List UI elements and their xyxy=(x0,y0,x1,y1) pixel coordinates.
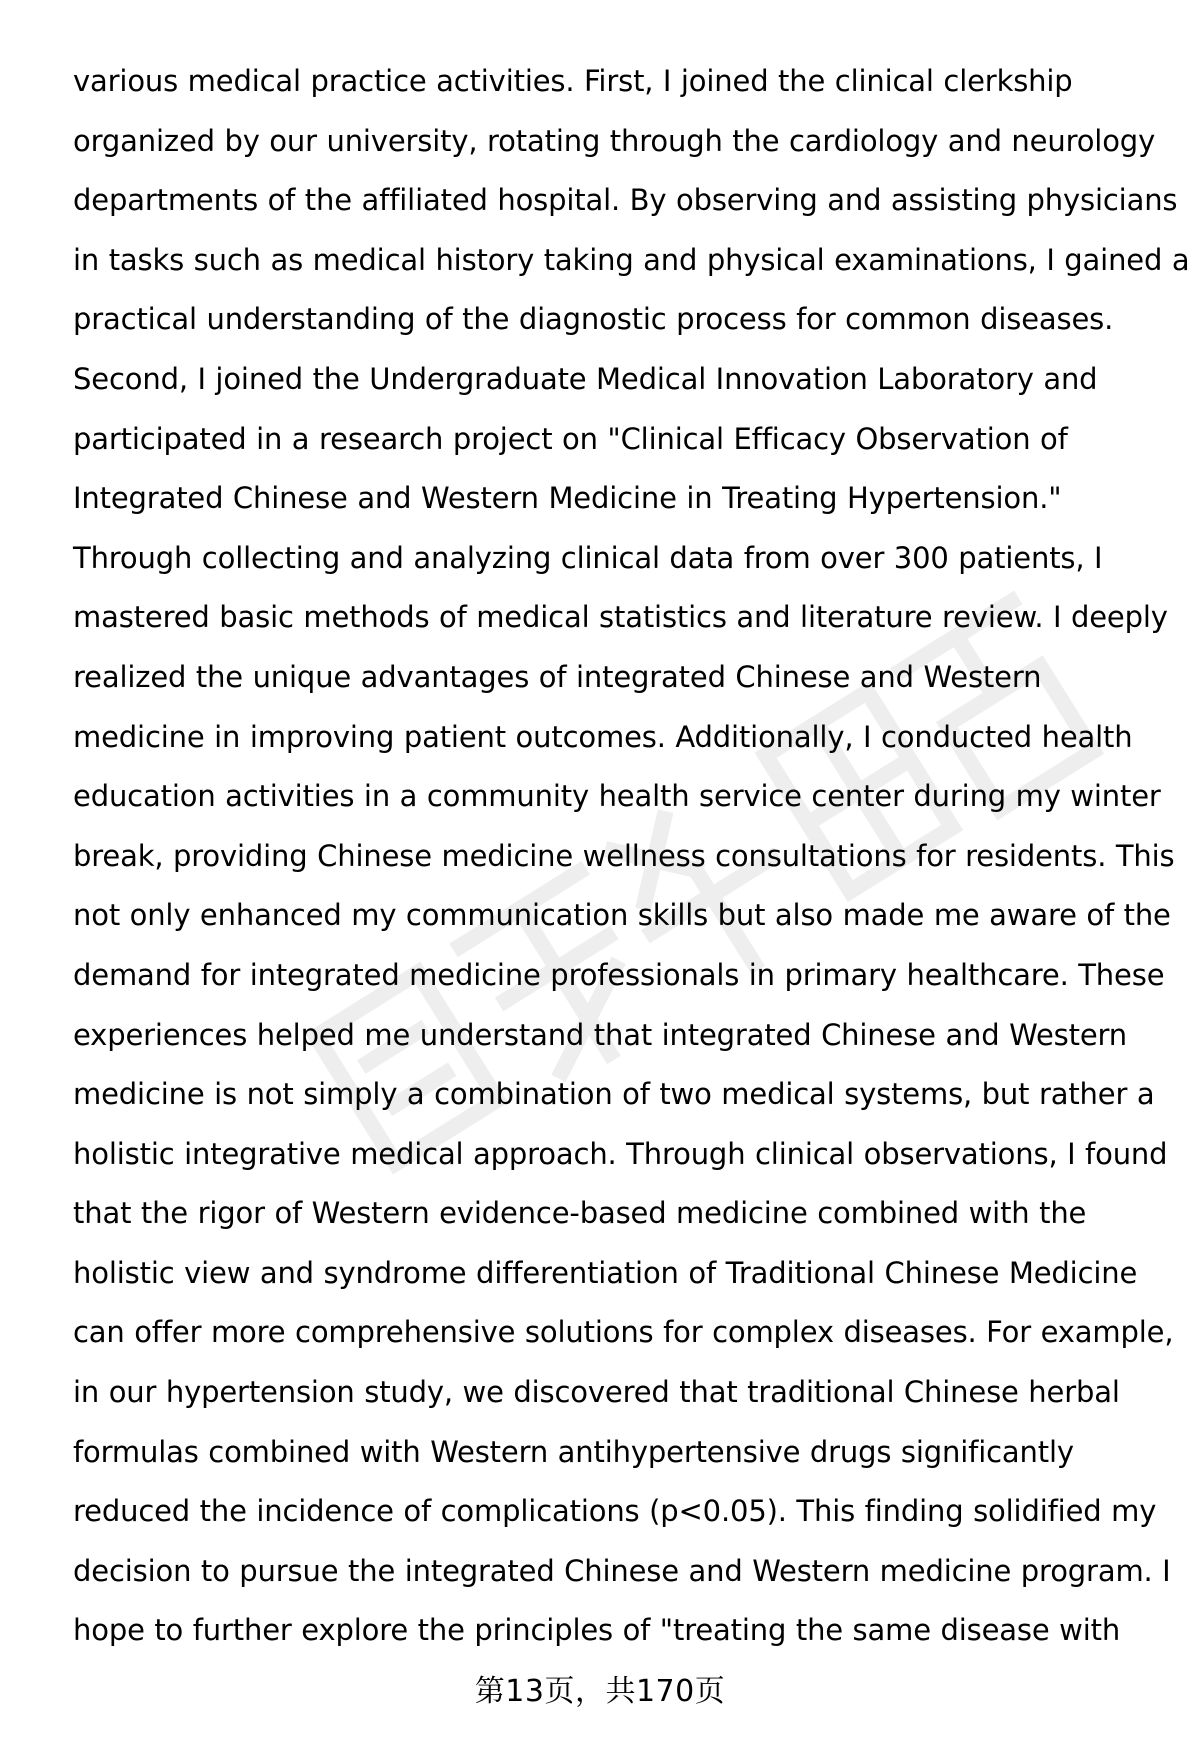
text-line: practical understanding of the diagnostic process for common diseases. xyxy=(73,302,1114,337)
body-text xyxy=(73,52,1190,1661)
text-line: demand for integrated medicine professionals in primary healthcare. These xyxy=(73,957,1165,992)
text-line: holistic view and syndrome differentiation of Traditional Chinese Medicine xyxy=(73,1255,1138,1290)
text-line: participated in a research project on "Clinical Efficacy Observation of xyxy=(73,421,1068,456)
text-line: Second, I joined the Undergraduate Medical Innovation Laboratory and xyxy=(73,361,1098,396)
text-line: Integrated Chinese and Western Medicine in Treating Hypertension." xyxy=(73,481,1062,516)
text-line: in our hypertension study, we discovered that traditional Chinese herbal xyxy=(73,1375,1120,1410)
text-line: organized by our university, rotating through the cardiology and neurology xyxy=(73,123,1156,158)
text-line: medicine is not simply a combination of two medical systems, but rather a xyxy=(73,1077,1155,1112)
text-line: in tasks such as medical history taking and physical examinations, I gained a xyxy=(73,242,1190,277)
text-line: experiences helped me understand that integrated Chinese and Western xyxy=(73,1017,1127,1052)
text-line: medicine in improving patient outcomes. Additionally, I conducted health xyxy=(73,719,1133,754)
text-line: realized the unique advantages of integrated Chinese and Western xyxy=(73,659,1042,694)
page-footer: 第13页，共170页 xyxy=(474,1674,726,1709)
text-line: various medical practice activities. First, I joined the clinical clerkship xyxy=(73,64,1073,98)
text-line: hope to further explore the principles of "treating the same disease with xyxy=(73,1613,1121,1648)
text-line: not only enhanced my communication skills but also made me aware of the xyxy=(73,898,1171,933)
text-line: break, providing Chinese medicine wellness consultations for residents. This xyxy=(73,838,1175,873)
text-line: can offer more comprehensive solutions for complex diseases. For example, xyxy=(73,1315,1174,1350)
text-line: education activities in a community health service center during my winter xyxy=(73,779,1161,814)
text-line: decision to pursue the integrated Chinese and Western medicine program. I xyxy=(73,1553,1171,1588)
text-line: departments of the affiliated hospital. By observing and assisting physicians xyxy=(73,183,1178,218)
text-line: holistic integrative medical approach. Through clinical observations, I found xyxy=(73,1136,1168,1171)
text-line: that the rigor of Western evidence-based medicine combined with the xyxy=(73,1196,1087,1231)
text-line: reduced the incidence of complications (p<0.05). This finding solidified my xyxy=(73,1494,1157,1529)
text-line: Through collecting and analyzing clinical data from over 300 patients, I xyxy=(73,540,1103,575)
text-line: mastered basic methods of medical statistics and literature review. I deeply xyxy=(73,600,1168,635)
text-line: formulas combined with Western antihypertensive drugs significantly xyxy=(73,1434,1074,1469)
